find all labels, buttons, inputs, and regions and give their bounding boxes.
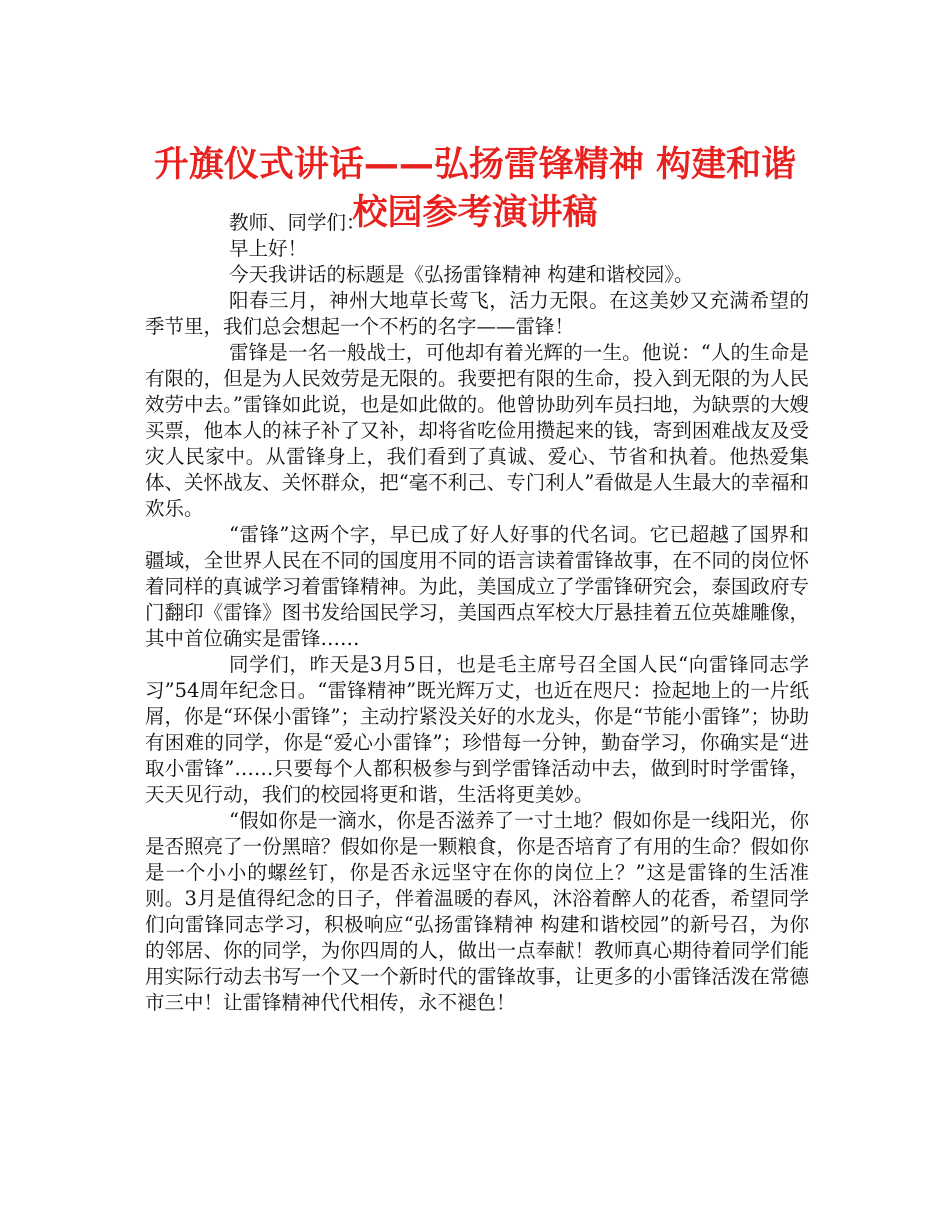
greeting: 早上好！ (229, 237, 308, 260)
body-paragraph: 同学们，昨天是3月5日，也是毛主席号召全国人民“向雷锋同志学习”54周年纪念日。“雷锋精神”既光辉万丈，也近在咫尺：捡起地上的一片纸屑，你是“环保小雷锋”；主动拧紧没关好的水龙头，你是“节能小雷锋”；协助有困难的同学，你是“爱心小雷锋”；珍惜每一分钟，勤奋学习，你确实是“进取小雷锋”……只要每个人都积极参与到学雷锋活动中去，做到时时学雷锋，天天见行动，我们的校园将更和谐，生活将更美妙。 (145, 653, 809, 806)
topic-paragraph: 今天我讲话的标题是《弘扬雷锋精神 构建和谐校园》。 (229, 263, 694, 286)
document-body (145, 210, 809, 1016)
body-paragraph: 雷锋是一名一般战士，可他却有着光辉的一生。他说：“人的生命是有限的，但是为人民效劳是无限的。我要把有限的生命，投入到无限的为人民效劳中去。”雷锋如此说，也是如此做的。他曾协助列车员扫地，为缺票的大嫂买票，他本人的袜子补了又补，却将省吃俭用攒起来的钱，寄到困难战友及受灾人民家中。从雷锋身上，我们看到了真诚、爱心、节省和执着。他热爱集体、关怀战友、关怀群众，把“毫不利己、专门利人”看做是人生最大的幸福和欢乐。 (145, 341, 809, 520)
salutation: 教师、同学们： (229, 211, 366, 234)
body-paragraph: 阳春三月，神州大地草长莺飞，活力无限。在这美妙又充满希望的季节里，我们总会想起一个不朽的名字——雷锋！ (145, 289, 809, 338)
title-line-1: 升旗仪式讲话——弘扬雷锋精神 构建和谐 (153, 145, 797, 186)
body-paragraph: “雷锋”这两个字，早已成了好人好事的代名词。它已超越了国界和疆域，全世界人民在不同的国度用不同的语言读着雷锋故事，在不同的岗位怀着同样的真诚学习着雷锋精神。为此，美国成立了学雷锋研究会，泰国政府专门翻印《雷锋》图书发给国民学习，美国西点军校大厅悬挂着五位英雄雕像，其中首位确实是雷锋…… (145, 523, 809, 650)
title-line-2: 校园参考演讲稿 (352, 193, 598, 234)
closing-paragraph: “假如你是一滴水，你是否滋养了一寸土地？假如你是一线阳光，你是否照亮了一份黑暗？假如你是一颗粮食，你是否培育了有用的生命？假如你是一个小小的螺丝钉，你是否永远坚守在你的岗位上？”这是雷锋的生活准则。3月是值得纪念的日子，伴着温暖的春风，沐浴着醉人的花香，希望同学们向雷锋同志学习，积极响应“弘扬雷锋精神 构建和谐校园”的新号召，为你的邻居、你的同学，为你四周的人，做出一点奉献！教师真心期待着同学们能用实际行动去书写一个又一个新时代的雷锋故事，让更多的小雷锋活泼在常德市三中！让雷锋精神代代相传，永不褪色！ (145, 809, 809, 1014)
